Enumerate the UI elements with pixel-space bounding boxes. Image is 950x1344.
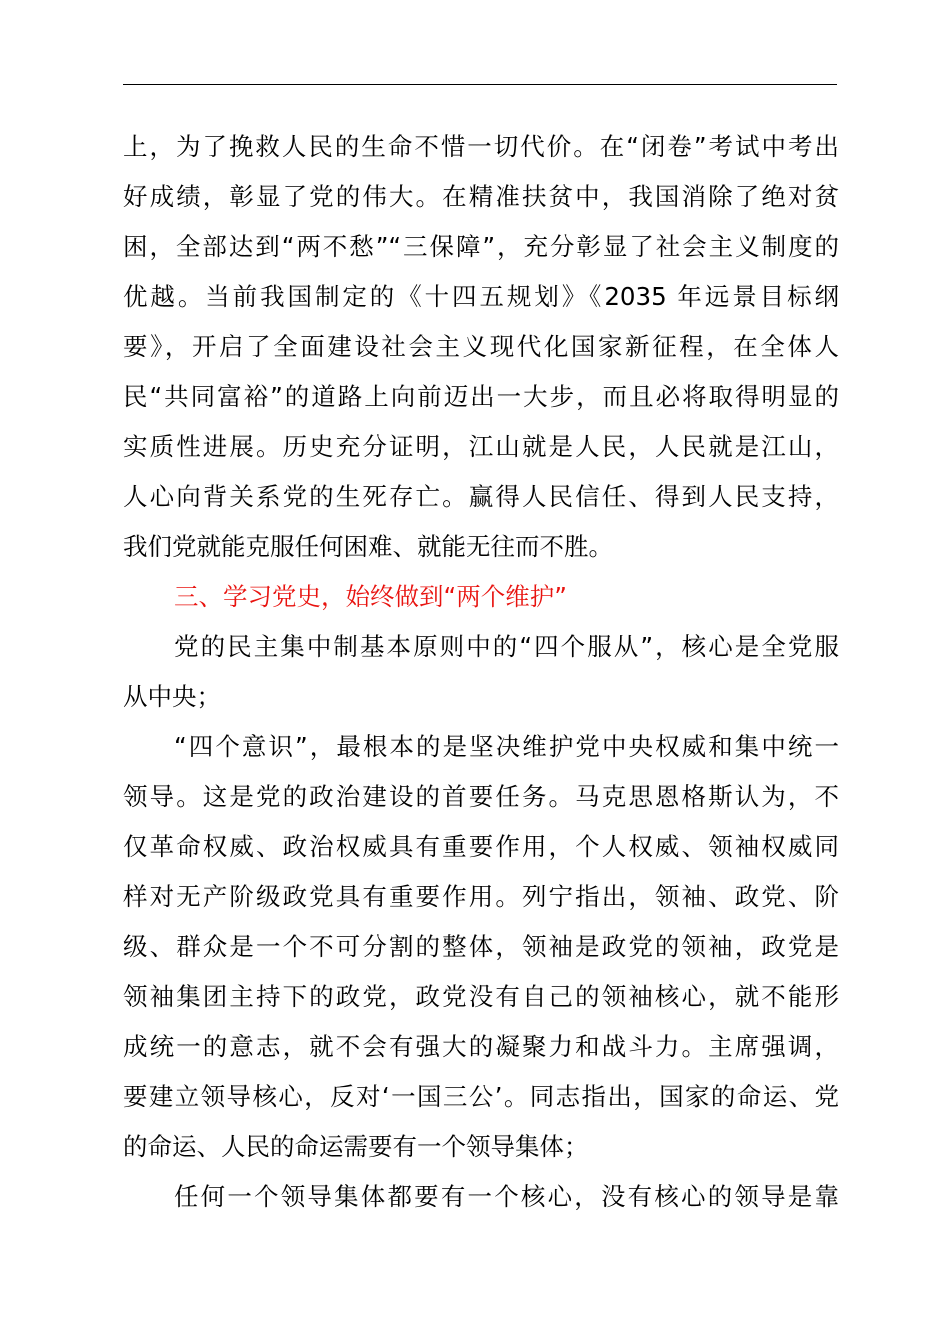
text-line: 级、群众是一个不可分割的整体，领袖是政党的领袖，政党是 bbox=[123, 932, 839, 961]
text-line: 人心向背关系党的生死存亡。赢得人民信任、得到人民支持， bbox=[123, 482, 839, 511]
text-line: “四个意识”，最根本的是坚决维护党中央权威和集中统一 bbox=[174, 732, 839, 761]
text-line: 我们党就能克服任何困难、就能无往而不胜。 bbox=[123, 532, 613, 561]
text-line: 党的民主集中制基本原则中的“四个服从”，核心是全党服 bbox=[174, 632, 839, 661]
text-line: 仅革命权威、政治权威具有重要作用，个人权威、领袖权威同 bbox=[123, 832, 839, 861]
text-line: 要建立领导核心，反对‘一国三公’。同志指出，国家的命运、党 bbox=[123, 1082, 839, 1111]
text-line: 的命运、人民的命运需要有一个领导集体； bbox=[123, 1132, 589, 1161]
text-line: 领袖集团主持下的政党，政党没有自己的领袖核心，就不能形 bbox=[123, 982, 839, 1011]
document-body bbox=[123, 122, 839, 1222]
text-line: 从中央； bbox=[123, 682, 221, 711]
text-line: 上，为了挽救人民的生命不惜一切代价。在“闭卷”考试中考出 bbox=[123, 132, 839, 161]
text-line: 民“共同富裕”的道路上向前迈出一大步，而且必将取得明显的 bbox=[123, 382, 839, 411]
text-line: 实质性进展。历史充分证明，江山就是人民，人民就是江山， bbox=[123, 432, 839, 461]
text-line: 优越。当前我国制定的《十四五规划》《2035 年远景目标纲 bbox=[123, 282, 839, 311]
text-line: 任何一个领导集体都要有一个核心，没有核心的领导是靠 bbox=[174, 1182, 839, 1211]
header-rule bbox=[123, 84, 837, 85]
text-line: 困，全部达到“两不愁”“三保障”，充分彰显了社会主义制度的 bbox=[123, 232, 839, 261]
text-line: 成统一的意志，就不会有强大的凝聚力和战斗力。主席强调， bbox=[123, 1032, 839, 1061]
text-line: 领导。这是党的政治建设的首要任务。马克思恩格斯认为，不 bbox=[123, 782, 839, 811]
section-heading: 三、学习党史，始终做到“两个维护” bbox=[174, 582, 567, 611]
text-line: 要》，开启了全面建设社会主义现代化国家新征程，在全体人 bbox=[123, 332, 839, 361]
text-line: 样对无产阶级政党具有重要作用。列宁指出，领袖、政党、阶 bbox=[123, 882, 839, 911]
text-line: 好成绩，彰显了党的伟大。在精准扶贫中，我国消除了绝对贫 bbox=[123, 182, 839, 211]
